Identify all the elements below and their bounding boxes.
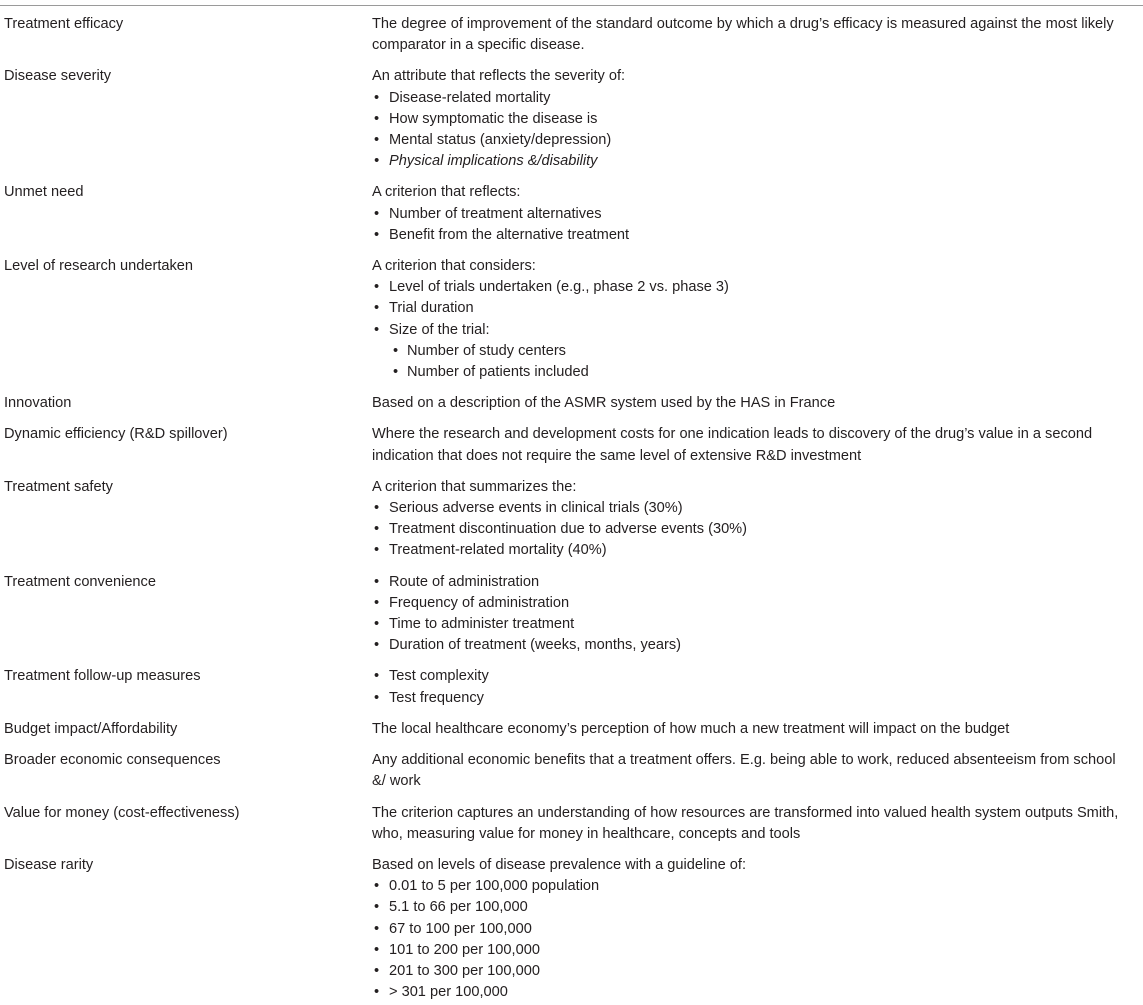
list-item: • Disease-related mortality bbox=[372, 88, 1127, 109]
list-item: • 67 to 100 per 100,000 bbox=[372, 919, 1127, 940]
criterion-definition bbox=[372, 855, 1143, 1003]
list-item: • 5.1 to 66 per 100,000 bbox=[372, 897, 1127, 918]
criterion-name: Disease severity bbox=[4, 68, 112, 85]
criterion-definition bbox=[372, 803, 1143, 845]
bullet-list bbox=[372, 666, 1127, 708]
definition-text: A criterion that considers: bbox=[372, 258, 536, 275]
list-item: • Number of treatment alternatives bbox=[372, 204, 1127, 225]
definition-text: Based on levels of disease prevalence with a guideline of: bbox=[372, 856, 747, 873]
list-item: • Serious adverse events in clinical trials (30%) bbox=[372, 498, 1127, 519]
list-item: • 201 to 300 per 100,000 bbox=[372, 961, 1127, 982]
definition-text: The local healthcare economy’s perception of how much a new treatment will impact on the budget bbox=[372, 720, 1010, 737]
criterion-name: Treatment efficacy bbox=[4, 16, 124, 32]
list-item: • Treatment discontinuation due to adverse events (30%) bbox=[372, 519, 1127, 540]
definition-text: The degree of improvement of the standard outcome by which a drug’s efficacy is measured against the most likely comparator in a specific disease. bbox=[372, 16, 1114, 54]
definition-text: A criterion that reflects: bbox=[372, 184, 521, 201]
criterion-name: Broader economic consequences bbox=[4, 752, 221, 769]
list-item: • Test complexity bbox=[372, 666, 1127, 687]
bullet-list bbox=[372, 876, 1127, 1003]
list-item: • Benefit from the alternative treatment bbox=[372, 225, 1127, 246]
criterion-name: Treatment safety bbox=[4, 478, 113, 495]
list-item: • Duration of treatment (weeks, months, years) bbox=[372, 635, 1127, 656]
table-row bbox=[0, 385, 1143, 416]
table-row bbox=[0, 174, 1143, 248]
list-item: • Route of administration bbox=[372, 572, 1127, 593]
criterion-definition bbox=[372, 424, 1143, 466]
criterion-name: Disease rarity bbox=[4, 856, 94, 873]
list-item: • Time to administer treatment bbox=[372, 614, 1127, 635]
list-item: • Mental status (anxiety/depression) bbox=[372, 130, 1127, 151]
list-item: • Physical implications &/disability bbox=[372, 151, 1127, 172]
definition-text: A criterion that summarizes the: bbox=[372, 478, 577, 495]
criterion-definition bbox=[372, 572, 1143, 657]
definition-text: An attribute that reflects the severity of: bbox=[372, 68, 626, 85]
criterion-definition bbox=[372, 182, 1143, 246]
criterion-name: Treatment follow-up measures bbox=[4, 668, 201, 685]
criteria-table bbox=[0, 5, 1143, 1005]
bullet-list bbox=[372, 204, 1127, 246]
criterion-name: Unmet need bbox=[4, 184, 84, 201]
list-item: • 0.01 to 5 per 100,000 population bbox=[372, 876, 1127, 897]
table-row bbox=[0, 795, 1143, 847]
bullet-list bbox=[372, 498, 1127, 562]
bullet-list bbox=[372, 88, 1127, 173]
definition-text: Where the research and development costs for one indication leads to discovery of the drug’s value in a second indication that does not require the same level of extensive R&D investment bbox=[372, 426, 1093, 464]
list-item: • Level of trials undertaken (e.g., phase 2 vs. phase 3) bbox=[372, 277, 1127, 298]
criterion-name: Level of research undertaken bbox=[4, 258, 194, 275]
definition-text: Any additional economic benefits that a treatment offers. E.g. being able to work, reduced absenteeism from school &/ work bbox=[372, 752, 1116, 790]
criterion-definition bbox=[372, 750, 1143, 792]
sub-list-item: • Number of study centers bbox=[372, 341, 1127, 362]
list-item: • Frequency of administration bbox=[372, 593, 1127, 614]
criterion-name: Treatment convenience bbox=[4, 573, 156, 590]
criterion-definition bbox=[372, 256, 1143, 383]
list-item: • > 301 per 100,000 bbox=[372, 982, 1127, 1003]
bullet-list bbox=[372, 277, 1127, 341]
criterion-definition bbox=[372, 393, 1143, 414]
criterion-name: Budget impact/Affordability bbox=[4, 720, 178, 737]
definition-text: The criterion captures an understanding of how resources are transformed into valued health system outputs Smith, who, measuring value for money in healthcare, concepts and tools bbox=[372, 804, 1119, 842]
table-row bbox=[0, 248, 1143, 385]
table-row bbox=[0, 847, 1143, 1005]
bullet-list bbox=[372, 572, 1127, 657]
table-row bbox=[0, 6, 1143, 58]
sub-bullet-list bbox=[372, 341, 1127, 383]
criterion-name: Value for money (cost-effectiveness) bbox=[4, 804, 240, 821]
list-item: • How symptomatic the disease is bbox=[372, 109, 1127, 130]
list-item: • 101 to 200 per 100,000 bbox=[372, 940, 1127, 961]
definition-text: Based on a description of the ASMR system used by the HAS in France bbox=[372, 395, 836, 412]
list-item: • Treatment-related mortality (40%) bbox=[372, 540, 1127, 561]
table-row bbox=[0, 658, 1143, 710]
table-row bbox=[0, 469, 1143, 564]
criterion-name: Innovation bbox=[4, 395, 72, 412]
sub-list-item: • Number of patients included bbox=[372, 362, 1127, 383]
criterion-definition bbox=[372, 666, 1143, 708]
criterion-definition bbox=[372, 477, 1143, 562]
list-item: • Trial duration bbox=[372, 298, 1127, 319]
table-row bbox=[0, 711, 1143, 742]
table-row bbox=[0, 58, 1143, 174]
table-row bbox=[0, 742, 1143, 794]
criterion-definition bbox=[372, 66, 1143, 172]
criterion-definition bbox=[372, 719, 1143, 740]
criterion-definition bbox=[372, 14, 1143, 56]
list-item: • Size of the trial: bbox=[372, 320, 1127, 341]
list-item: • Test frequency bbox=[372, 688, 1127, 709]
table-row bbox=[0, 564, 1143, 659]
table-row bbox=[0, 416, 1143, 468]
criterion-name: Dynamic efficiency (R&D spillover) bbox=[4, 426, 228, 443]
